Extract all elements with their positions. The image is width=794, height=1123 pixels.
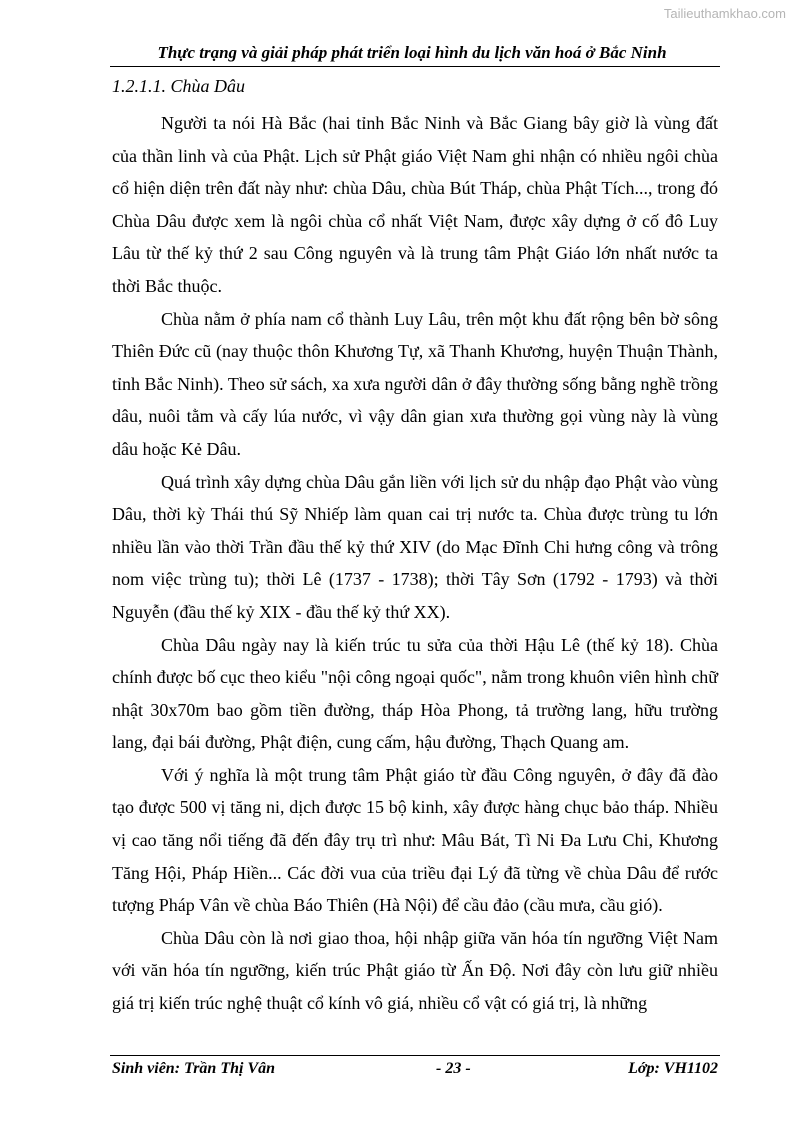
header-rule — [110, 66, 720, 67]
paragraph: Quá trình xây dựng chùa Dâu gắn liền với lịch sử du nhập đạo Phật vào vùng Dâu, thời kỳ Thái thú Sỹ Nhiếp làm quan cai trị nước ta. Chùa được trùng tu lớn nhiều lần vào thời Trần đầu thế kỷ thứ XIV (do Mạc Đĩnh Chi hưng công và trông nom việc trùng tu); thời Lê (1737 - 1738); thời Tây Sơn (1792 - 1793) và thời Nguyễn (đầu thế kỷ XIX - đầu thế kỷ thứ XX). — [112, 471, 718, 622]
body-text — [112, 107, 718, 1020]
watermark: Tailieuthamkhao.com — [663, 6, 786, 21]
footer-class: Lớp: VH1102 — [628, 1060, 718, 1077]
paragraph: Người ta nói Hà Bắc (hai tỉnh Bắc Ninh và Bắc Giang bây giờ là vùng đất của thần linh và của Phật. Lịch sử Phật giáo Việt Nam ghi nhận có nhiều ngôi chùa cổ hiện diện trên đất này như: chùa Dâu, chùa Bút Tháp, chùa Phật Tích..., trong đó Chùa Dâu được xem là ngôi chùa cổ nhất Việt Nam, được xây dựng ở cố đô Luy Lâu từ thế kỷ thứ 2 sau Công nguyên và là trung tâm Phật Giáo lớn nhất nước ta thời Bắc thuộc. — [112, 113, 718, 296]
paragraph: Với ý nghĩa là một trung tâm Phật giáo từ đầu Công nguyên, ở đây đã đào tạo được 500 vị tăng ni, dịch được 15 bộ kinh, xây được hàng chục bảo tháp. Nhiều vị cao tăng nổi tiếng đã đến đây trụ trì như: Mâu Bát, Tì Ni Đa Lưu Chi, Khương Tăng Hội, Pháp Hiền... Các đời vua của triều đại Lý đã từng về chùa Dâu để rước tượng Pháp Vân về chùa Báo Thiên (Hà Nội) để cầu đảo (cầu mưa, cầu gió). — [112, 764, 718, 916]
footer-page-number: - 23 - — [436, 1060, 471, 1077]
paragraph: Chùa Dâu ngày nay là kiến trúc tu sửa của thời Hậu Lê (thế kỷ 18). Chùa chính được bố cục theo kiểu "nội công ngoại quốc", nằm trong khuôn viên hình chữ nhật 30x70m bao gồm tiền đường, tháp Hòa Phong, tả trường lang, hữu trường lang, đại bái đường, Phật điện, cung cấm, hậu đường, Thạch Quang am. — [112, 634, 718, 753]
running-header-title: Thực trạng và giải pháp phát triển loại hình du lịch văn hoá ở Bắc Ninh — [157, 43, 667, 62]
footer-student: Sinh viên: Trần Thị Vân — [112, 1060, 276, 1077]
section-heading: 1.2.1.1. Chùa Dâu — [112, 76, 246, 96]
footer-rule — [110, 1055, 720, 1056]
paragraph: Chùa Dâu còn là nơi giao thoa, hội nhập giữa văn hóa tín ngưỡng Việt Nam với văn hóa tín ngưỡng, kiến trúc Phật giáo từ Ấn Độ. Nơi đây còn lưu giữ nhiều giá trị kiến trúc nghệ thuật cổ kính vô giá, nhiều cổ vật có giá trị, là những — [112, 927, 718, 1014]
page-footer — [112, 1060, 718, 1084]
paragraph: Chùa nằm ở phía nam cổ thành Luy Lâu, trên một khu đất rộng bên bờ sông Thiên Đức cũ (nay thuộc thôn Khương Tự, xã Thanh Khương, huyện Thuận Thành, tỉnh Bắc Ninh). Theo sử sách, xa xưa người dân ở đây thường sống bằng nghề trồng dâu, nuôi tằm và cấy lúa nước, vì vậy dân gian xưa thường gọi vùng này là vùng dâu hoặc Kẻ Dâu. — [112, 308, 718, 459]
